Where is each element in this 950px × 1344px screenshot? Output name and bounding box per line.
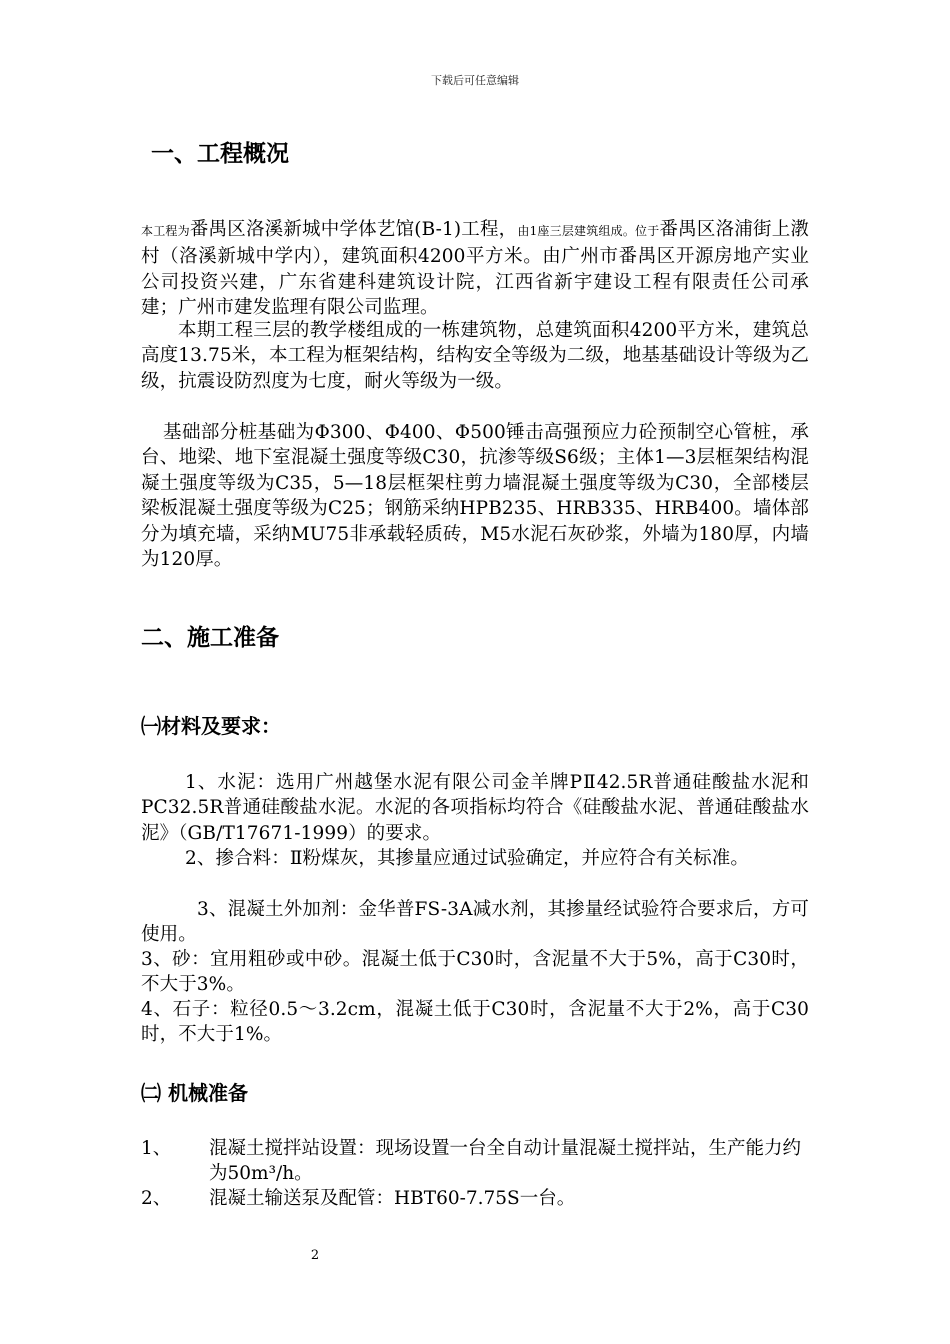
p1-small-a: 本工程为: [141, 224, 190, 238]
machinery-item-1-text: 混凝土搅拌站设置：现场设置一台全自动计量混凝土搅拌站，生产能力约为50m³/h。: [209, 1138, 802, 1185]
material-item-3: 3、混凝土外加剂：金华普FS-3A减水剂，其掺量经试验符合要求后，方可使用。: [141, 899, 809, 946]
machinery-item-2-text: 混凝土输送泵及配管：HBT60-7.75S一台。: [209, 1188, 576, 1209]
overview-paragraph-3: 基础部分桩基础为Φ300、Φ400、Φ500锤击高强预应力砼预制空心管桩，承台、地梁、地下室混凝土强度等级C30，抗渗等级S6级；主体1—3层框架结构混凝土强度等级为C35，5—18层框架柱剪力墙混凝土强度等级为C30，全部楼层梁板混凝土强度等级为C25；钢筋采纳HPB235、HRB335、HRB400。墙体部分为填充墙，采纳MU75非承载轻质砖，M5水泥石灰砂浆，外墙为180厚，内墙为120厚。: [141, 422, 809, 571]
p1-big-a: 番禺区洛溪新城中学体艺馆(B-1)工程，: [189, 219, 518, 240]
subsection-title-machinery: ㈡ 机械准备: [141, 1081, 248, 1105]
overview-paragraph-1: [141, 217, 809, 321]
page-number: 2: [310, 1248, 320, 1263]
machinery-item-2-num: 2、: [141, 1188, 172, 1209]
machinery-item-1: [141, 1136, 809, 1187]
machinery-item-1-num: 1、: [141, 1138, 172, 1159]
subsection-title-materials: ㈠材料及要求：: [141, 714, 281, 738]
section-title-preparation: 二、施工准备: [141, 625, 279, 651]
material-item-1: 1、水泥：选用广州越堡水泥有限公司金羊牌PⅡ42.5R普通硅酸盐水泥和PC32.5R普通硅酸盐水泥。水泥的各项指标均符合《硅酸盐水泥、普通硅酸盐水泥》（GB/T17671-1999）的要求。: [141, 772, 809, 844]
p1-small-b: 由1座三层建筑组成。位于: [517, 224, 660, 238]
page-header: 下载后可任意编辑: [431, 74, 519, 87]
section-title-overview: 一、工程概况: [151, 141, 289, 167]
machinery-item-2: [141, 1186, 809, 1211]
overview-paragraph-2: 本期工程三层的教学楼组成的一栋建筑物，总建筑面积4200平方米，建筑总高度13.75米，本工程为框架结构，结构安全等级为二级，地基基础设计等级为乙级，抗震设防烈度为七度，耐火等级为一级。: [141, 320, 809, 392]
material-item-4: 3、砂：宜用粗砂或中砂。混凝土低于C30时，含泥量不大于5%，高于C30时，不大于3%。: [141, 949, 809, 996]
p1-rest: 番禺区洛浦街上漖村（洛溪新城中学内），建筑面积4200平方米。由广州市番禺区开源房地产实业公司投资兴建，广东省建科建筑设计院，江西省新宇建设工程有限责任公司承建；广州市建发监理有限公司监理。: [141, 219, 809, 319]
material-item-5: 4、石子：粒径0.5～3.2cm，混凝土低于C30时，含泥量不大于2%，高于C30时，不大于1%。: [141, 999, 809, 1046]
material-item-2: 2、掺合料：Ⅱ粉煤灰，其掺量应通过试验确定，并应符合有关标准。: [185, 848, 749, 869]
